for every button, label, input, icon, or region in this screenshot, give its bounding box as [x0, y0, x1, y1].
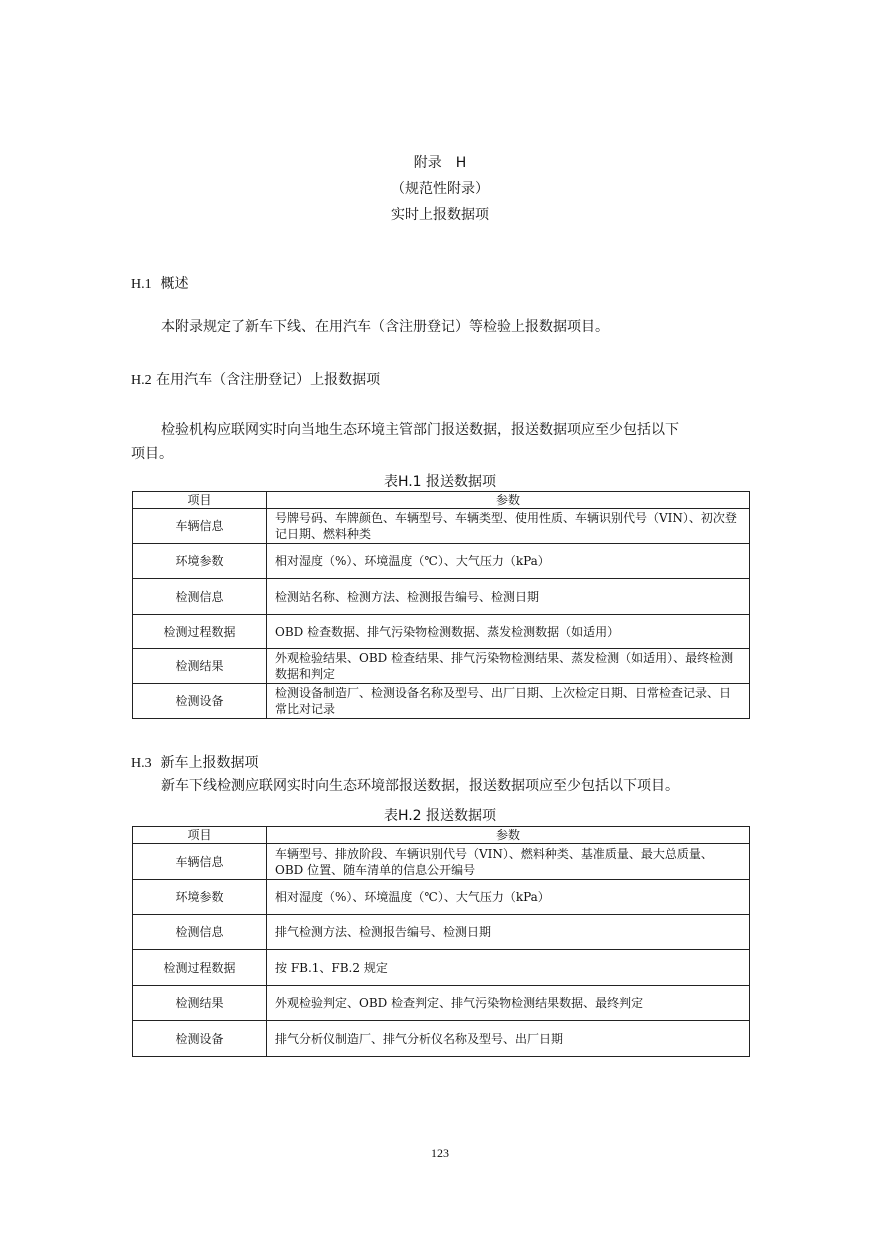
- section-h1-paragraph: 本附录规定了新车下线、在用汽车（含注册登记）等检验上报数据项目。: [161, 319, 609, 335]
- column-header-param: 参数: [267, 492, 750, 509]
- column-header-item: 项目: [133, 492, 267, 509]
- column-header-item: 项目: [133, 827, 267, 844]
- table-row: [133, 915, 750, 950]
- section-h1-heading: [131, 273, 189, 293]
- row-param: 外观检验判定、OBD 检查判定、排气污染物检测结果数据、最终判定: [267, 986, 750, 1021]
- table-header-row: [133, 827, 750, 844]
- section-title: 在用汽车（含注册登记）上报数据项: [156, 372, 381, 388]
- table-row: [133, 649, 750, 684]
- row-item: 车辆信息: [133, 509, 267, 544]
- section-h2-paragraph-line1: 检验机构应联网实时向当地生态环境主管部门报送数据，报送数据项应至少包括以下: [161, 422, 679, 438]
- table-h1: [132, 491, 750, 719]
- column-header-param: 参数: [267, 827, 750, 844]
- section-title: 新车上报数据项: [160, 755, 259, 771]
- section-h2-heading: [131, 369, 380, 389]
- table-row: [133, 950, 750, 986]
- row-item: 检测信息: [133, 579, 267, 615]
- row-param: 检测站名称、检测方法、检测报告编号、检测日期: [267, 579, 750, 615]
- table-row: [133, 986, 750, 1021]
- row-item: 检测过程数据: [133, 615, 267, 649]
- section-h3-paragraph: 新车下线检测应联网实时向生态环境部报送数据，报送数据项应至少包括以下项目。: [161, 778, 679, 794]
- row-item: 环境参数: [133, 880, 267, 915]
- row-param: OBD 检查数据、排气污染物检测数据、蒸发检测数据（如适用）: [267, 615, 750, 649]
- table-row: [133, 880, 750, 915]
- row-param: 按 FB.1、FB.2 规定: [267, 950, 750, 986]
- row-param: 外观检验结果、OBD 检查结果、排气污染物检测结果、蒸发检测（如适用）、最终检测数据和判定: [267, 649, 750, 684]
- row-param: 排气分析仪制造厂、排气分析仪名称及型号、出厂日期: [267, 1021, 750, 1057]
- table-h1-caption: 表H.1 报送数据项: [383, 474, 497, 490]
- table-row: [133, 844, 750, 880]
- appendix-label: 附录 H: [413, 155, 467, 171]
- row-param: 排气检测方法、检测报告编号、检测日期: [267, 915, 750, 950]
- row-item: 车辆信息: [133, 844, 267, 880]
- appendix-normative-label: （规范性附录）: [391, 181, 489, 197]
- table-row: [133, 579, 750, 615]
- row-item: 环境参数: [133, 544, 267, 579]
- section-number: H.1: [131, 277, 152, 292]
- row-param: 号牌号码、车牌颜色、车辆型号、车辆类型、使用性质、车辆识别代号（VIN）、初次登记日期、燃料种类: [267, 509, 750, 544]
- table-row: [133, 684, 750, 719]
- row-item: 检测结果: [133, 986, 267, 1021]
- section-h2-paragraph-line2: 项目。: [131, 446, 173, 462]
- row-item: 检测信息: [133, 915, 267, 950]
- row-item: 检测设备: [133, 684, 267, 719]
- row-item: 检测结果: [133, 649, 267, 684]
- table-row: [133, 615, 750, 649]
- table-row: [133, 1021, 750, 1057]
- row-item: 检测设备: [133, 1021, 267, 1057]
- table-h2-caption: 表H.2 报送数据项: [383, 808, 497, 824]
- row-param: 相对湿度（%）、环境温度（℃）、大气压力（kPa）: [267, 880, 750, 915]
- row-param: 相对湿度（%）、环境温度（℃）、大气压力（kPa）: [267, 544, 750, 579]
- section-number: H.2: [131, 373, 152, 388]
- table-header-row: [133, 492, 750, 509]
- row-param: 车辆型号、排放阶段、车辆识别代号（VIN）、燃料种类、基准质量、最大总质量、OBD 位置、随车清单的信息公开编号: [267, 844, 750, 880]
- appendix-title: 实时上报数据项: [391, 207, 489, 223]
- row-item: 检测过程数据: [133, 950, 267, 986]
- section-number: H.3: [131, 756, 152, 771]
- table-row: [133, 544, 750, 579]
- table-h2: [132, 826, 750, 1057]
- page-number: 123: [431, 1146, 449, 1160]
- row-param: 检测设备制造厂、检测设备名称及型号、出厂日期、上次检定日期、日常检查记录、日常比对记录: [267, 684, 750, 719]
- section-title: 概述: [160, 276, 189, 292]
- table-row: [133, 509, 750, 544]
- section-h3-heading: [131, 752, 259, 772]
